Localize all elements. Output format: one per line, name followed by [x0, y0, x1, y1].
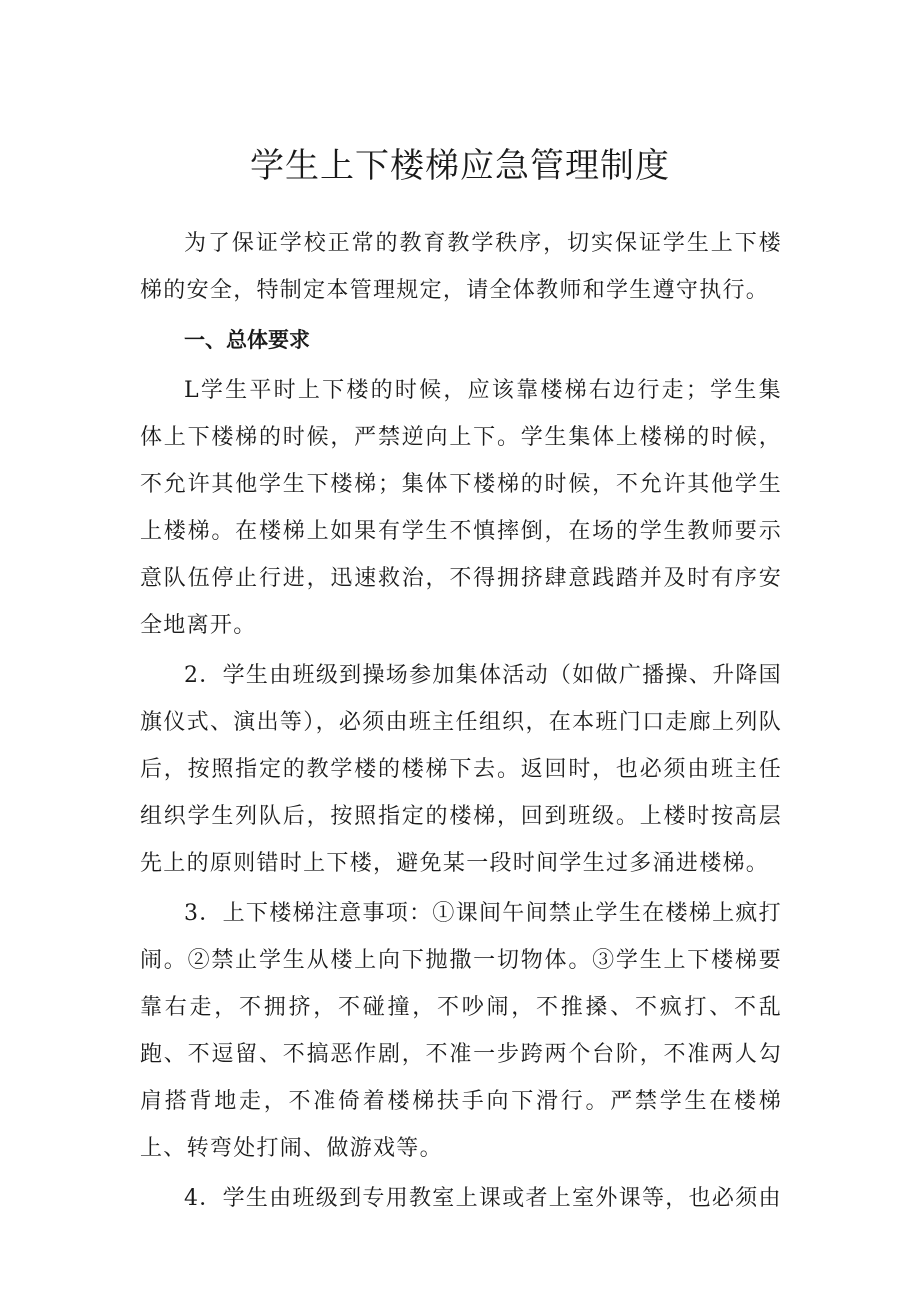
intro-paragraph: 为了保证学校正常的教育教学秩序，切实保证学生上下楼梯的安全，特制定本管理规定，请全体教师和学生遵守执行。 — [140, 231, 782, 303]
rule-item-1: L学生平时上下楼的时候，应该靠楼梯右边行走；学生集体上下楼梯的时候，严禁逆向上下。学生集体上楼梯的时候，不允许其他学生下楼梯；集体下楼梯的时候，不允许其他学生上楼梯。在楼梯上如果有学生不慎摔倒，在场的学生教师要示意队伍停止行进，迅速救治，不得拥挤肆意践踏并及时有序安全地离开。 — [140, 378, 782, 638]
rule-item-3: 3．上下楼梯注意事项：①课间午间禁止学生在楼梯上疯打闹。②禁止学生从楼上向下抛撒一切物体。③学生上下楼梯要靠右走，不拥挤，不碰撞，不吵闹，不推搡、不疯打、不乱跑、不逗留、不搞恶作剧，不准一步跨两个台阶，不准两人勾肩搭背地走，不准倚着楼梯扶手向下滑行。严禁学生在楼梯上、转弯处打闹、做游戏等。 — [140, 901, 782, 1161]
document-title: 学生上下楼梯应急管理制度 — [250, 146, 670, 186]
rule-item-4: 4．学生由班级到专用教室上课或者上室外课等，也必须由 — [184, 1186, 782, 1211]
section-heading-general-requirements: 一、总体要求 — [184, 328, 310, 352]
document-body — [140, 220, 782, 1225]
rule-item-2 — [140, 652, 782, 887]
rule-item-2-text: 2．学生由班级到操场参加集体活动（如做广播操、升降国旗仪式、演出等），必须由班主任组织，在本班门口走廊上列队后，按照指定的教学楼的楼梯下去。返回时，也必须由班主任组织学生列队后，按照指定的楼梯，回到班级。上楼时按高层先上的原则错时上下楼，避免某一段时间学生过多涌进 — [140, 663, 782, 876]
rule-item-2-tail: 楼梯。 — [699, 851, 770, 876]
